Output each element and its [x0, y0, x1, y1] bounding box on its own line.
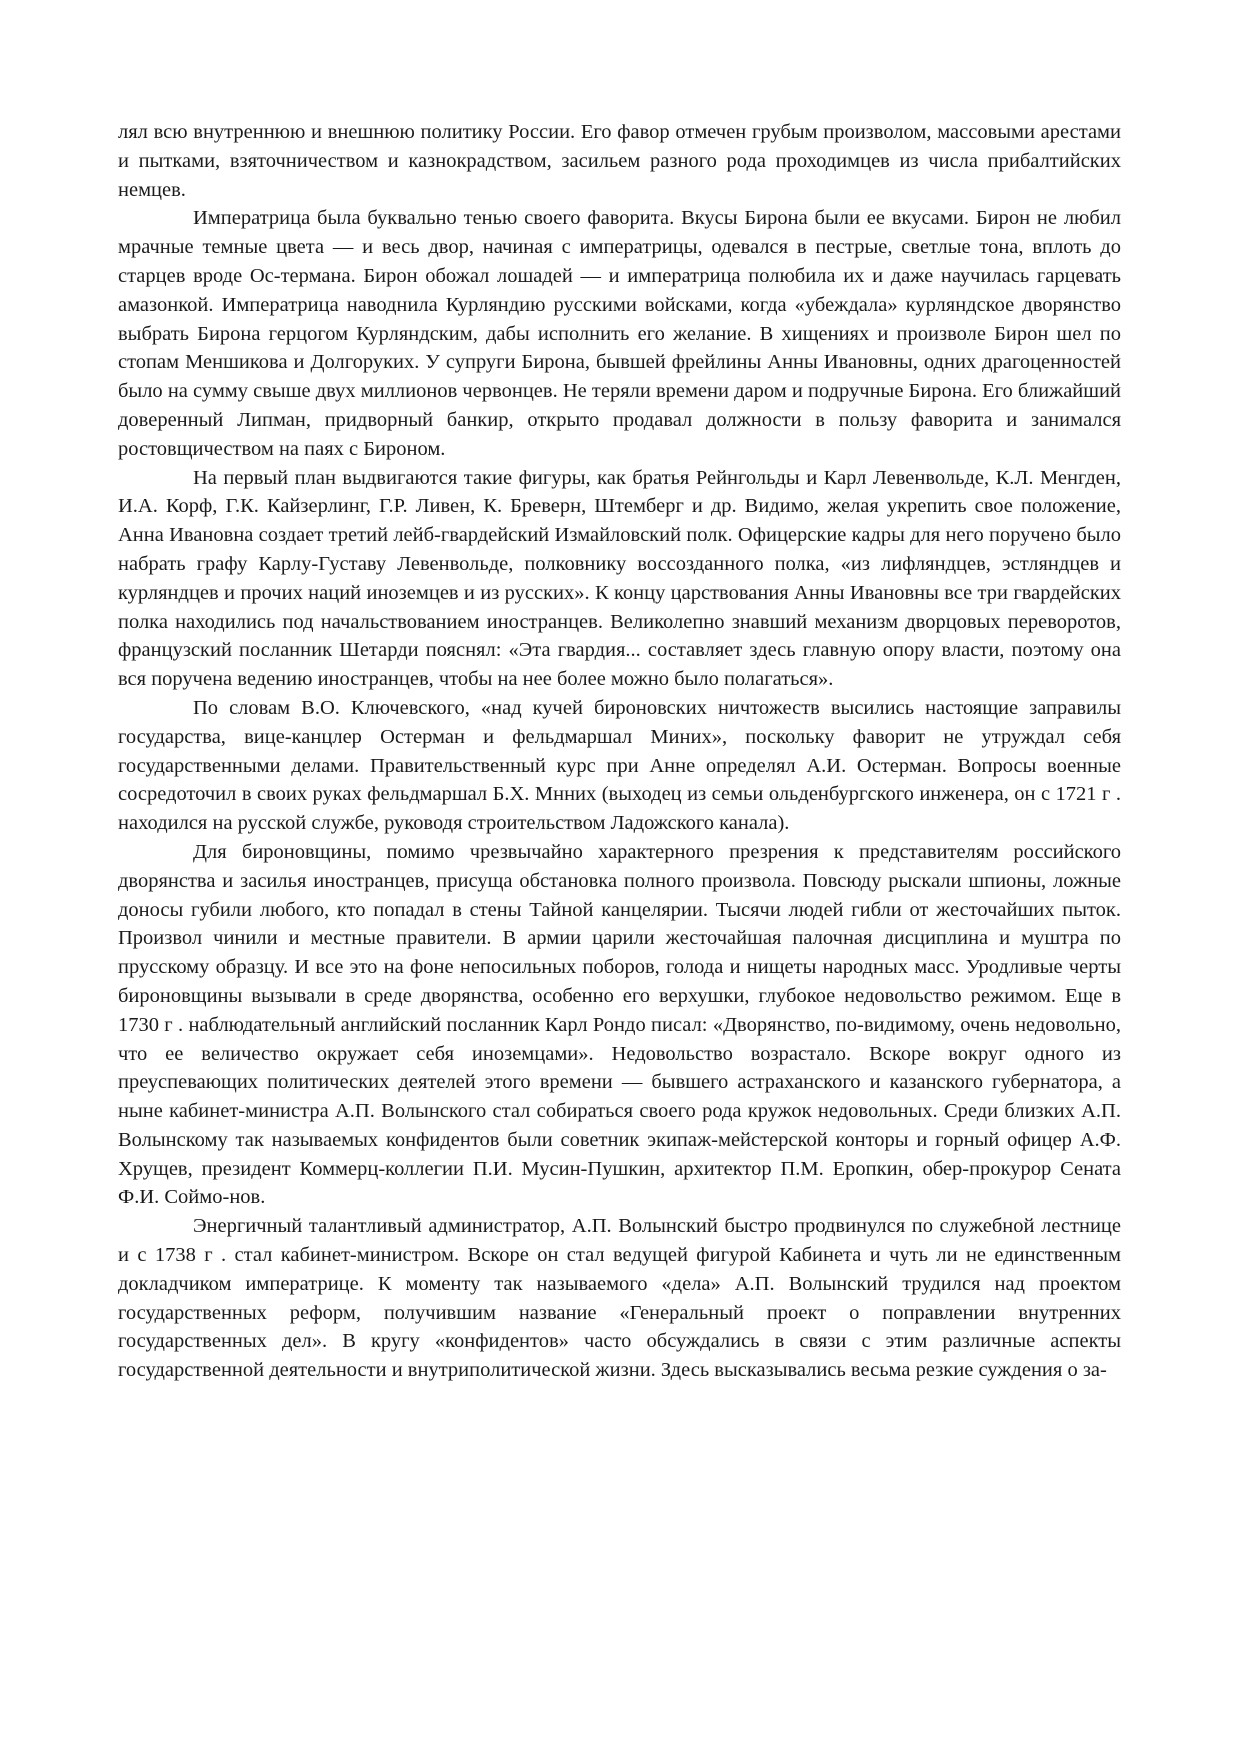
paragraph-1: лял всю внутреннюю и внешнюю политику России. Его фавор отмечен грубым произволом, массовыми арестами и пытками, взяточничеством и казнокрадством, засильем разного рода проходимцев из числа прибалтийских немцев. — [118, 121, 1121, 201]
paragraph-3: На первый план выдвигаются такие фигуры, как братья Рейнгольды и Карл Левенвольде, К.Л. Менгден, И.А. Корф, Г.К. Кайзерлинг, Г.Р. Ливен, К. Бреверн, Штемберг и др. Видимо, желая укрепить свое положение, Анна Ивановна создает третий лейб-гвардейский Измайловский полк. Офицерские кадры для него поручено было набрать графу Карлу-Густаву Левенвольде, полковнику воссозданного полка, «из лифляндцев, эстляндцев и курляндцев и прочих наций иноземцев и из русских». К концу царствования Анны Ивановны все три гвардейских полка находились под начальствованием иностранцев. Великолепно знавший механизм дворцовых переворотов, французский посланник Шетарди пояснял: «Эта гвардия... составляет здесь главную опору власти, поэтому она вся поручена ведению иностранцев, чтобы на нее более можно было полагаться». — [118, 466, 1121, 691]
paragraph-5: Для бироновщины, помимо чрезвычайно характерного презрения к представителям российского дворянства и засилья иностранцев, присуща обстановка полного произвола. Повсюду рыскали шпионы, ложные доносы губили любого, кто попадал в стены Тайной канцелярии. Тысячи людей гибли от жесточайших пыток. Произвол чинили и местные правители. В армии царили жесточайшая палочная дисциплина и муштра по прусскому образцу. И все это на фоне непосильных поборов, голода и нищеты народных масс. Уродливые черты бироновщины вызывали в среде дворянства, особенно его верхушки, глубокое недовольство режимом. Еще в 1730 г . наблюдательный английский посланник Карл Рондо писал: «Дворянство, по-видимому, очень недовольно, что ее величество окружает себя иноземцами». Недовольство возрастало. Вскоре вокруг одного из преуспевающих политических деятелей этого времени — бывшего астраханского и казанского губернатора, а ныне кабинет-министра А.П. Волынского стал собираться своего рода кружок недовольных. Среди близких А.П. Волынскому так называемых конфидентов были советник экипаж-мейстерской конторы и горный офицер А.Ф. Хрущев, президент Коммерц-коллегии П.И. Мусин-Пушкин, архитектор П.М. Еропкин, обер-прокурор Сената Ф.И. Соймо-нов. — [118, 840, 1121, 1209]
paragraph-4: По словам В.О. Ключевского, «над кучей бироновских ничтожеств высились настоящие заправилы государства, вице-канцлер Остерман и фельдмаршал Миних», поскольку фаворит не утруждал себя государственными делами. Правительственный курс при Анне определял А.И. Остерман. Вопросы военные сосредоточил в своих руках фельдмаршал Б.Х. Мнних (выходец из семьи ольденбургского инженера, он с 1721 г . находился на русской службе, руководя строительством Ладожского канала). — [118, 696, 1121, 835]
paragraph-6: Энергичный талантливый администратор, А.П. Волынский быстро продвинулся по служебной лестнице и с 1738 г . стал кабинет-министром. Вскоре он стал ведущей фигурой Кабинета и чуть ли не единственным докладчиком императрице. К моменту так называемого «дела» А.П. Волынский трудился над проектом государственных реформ, получившим название «Генеральный проект о поправлении внутренних государственных дел». В кругу «конфидентов» часто обсуждались в связи с этим различные аспекты государственной деятельности и внутриполитической жизни. Здесь высказывались весьма резкие суждения о за- — [118, 1215, 1121, 1382]
paragraph-2: Императрица была буквально тенью своего фаворита. Вкусы Бирона были ее вкусами. Бирон не любил мрачные темные цвета — и весь двор, начиная с императрицы, одевался в пестрые, светлые тона, вплоть до старцев вроде Ос-термана. Бирон обожал лошадей — и императрица полюбила их и даже научилась гарцевать амазонкой. Императрица наводнила Курляндию русскими войсками, когда «убеждала» курляндское дворянство выбрать Бирона герцогом Курляндским, дабы исполнить его желание. В хищениях и произволе Бирон шел по стопам Меншикова и Долгоруких. У супруги Бирона, бывшей фрейлины Анны Ивановны, одних драгоценностей было на сумму свыше двух миллионов червонцев. Не теряли времени даром и подручные Бирона. Его ближайший доверенный Липман, придворный банкир, открыто продавал должности в пользу фаворита и занимался ростовщичеством на паях с Бироном. — [118, 207, 1121, 460]
document-page — [118, 118, 1121, 1385]
